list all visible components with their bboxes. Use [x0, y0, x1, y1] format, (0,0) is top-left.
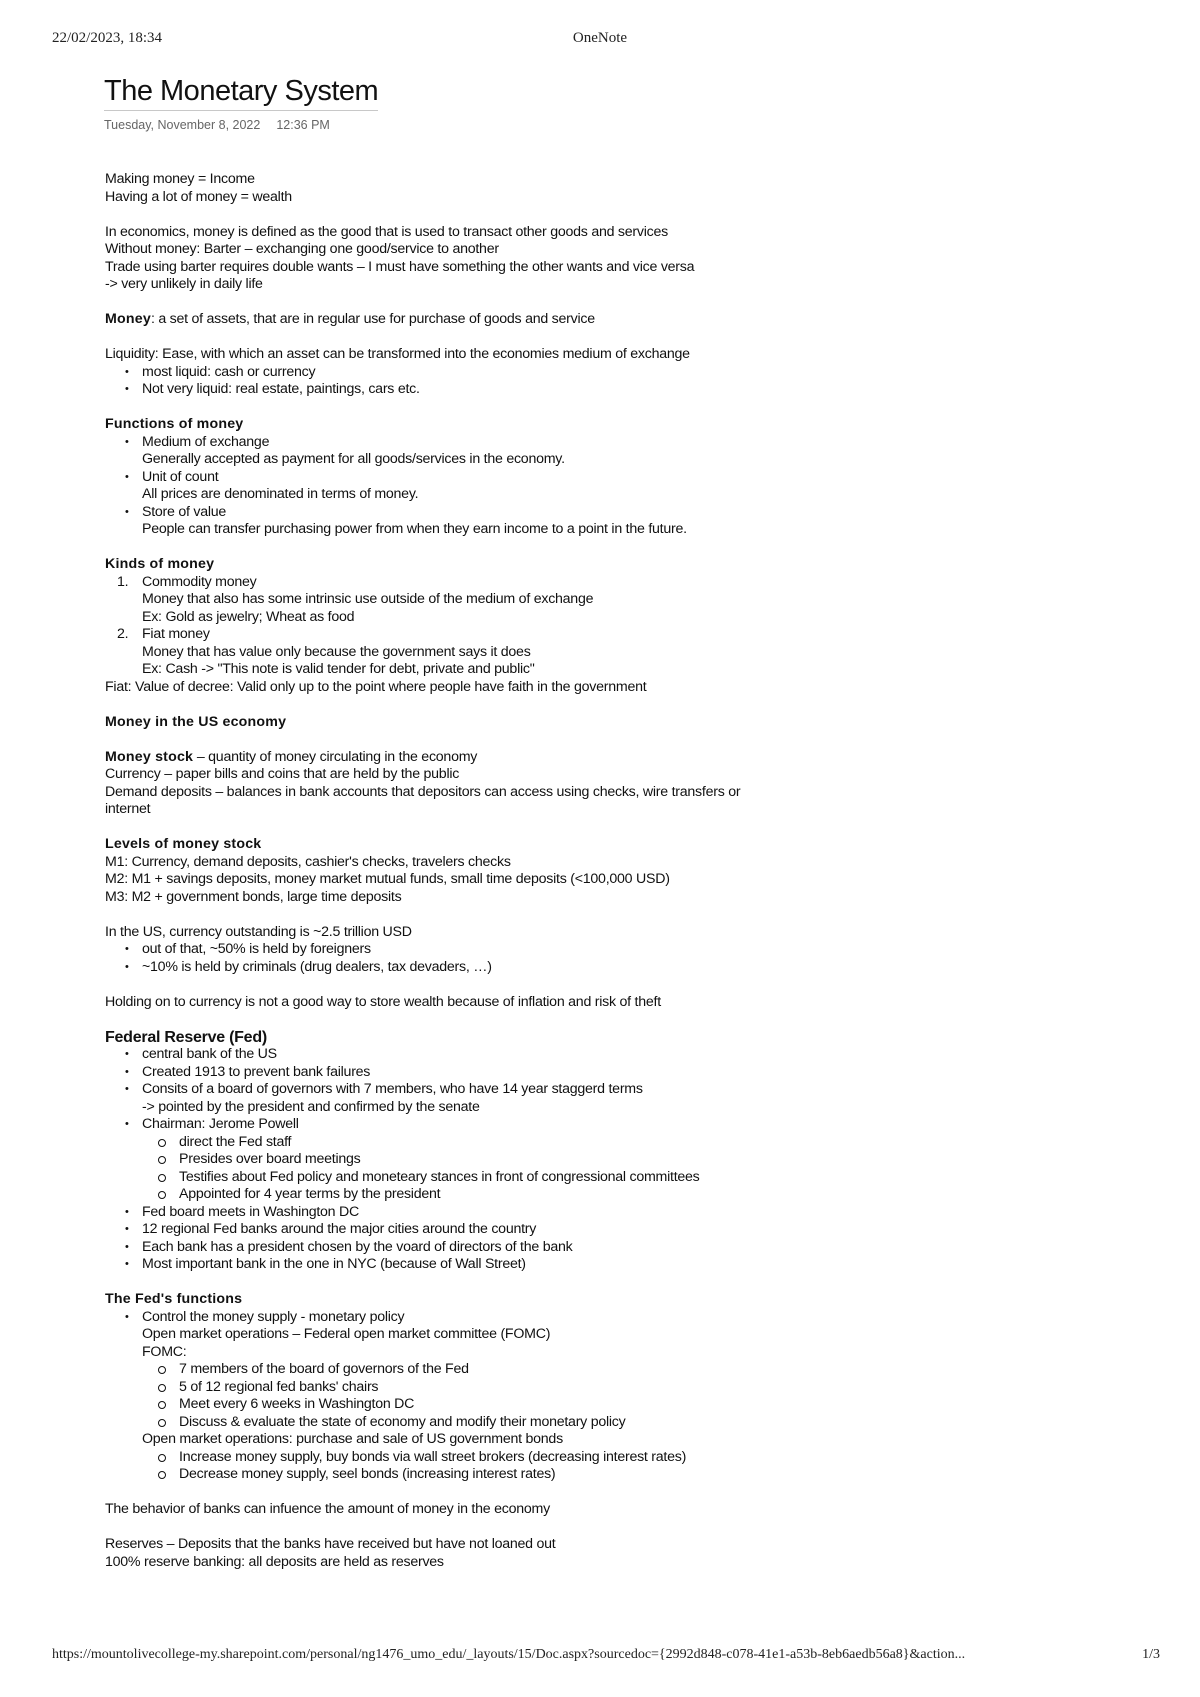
item-label: Commodity money — [142, 573, 257, 590]
item-text: Chairman: Jerome Powell — [142, 1116, 299, 1132]
sub-list-item: Meet every 6 weeks in Washington DC — [142, 1396, 745, 1414]
item-sub: -> pointed by the president and confirmed by the senate — [142, 1098, 480, 1115]
page-date: Tuesday, November 8, 2022 — [104, 118, 261, 132]
item-example: Ex: Gold as jewelry; Wheat as food — [142, 608, 355, 625]
item-label: Medium of exchange — [142, 433, 270, 450]
list-item: • Most important bank in the one in NYC (because of Wall Street) — [105, 1256, 745, 1274]
text-line: In economics, money is defined as the good that is used to transact other goods and services — [105, 223, 668, 240]
item-number: 2. — [117, 626, 129, 642]
item-sub: Open market operations: purchase and sale of US government bonds — [142, 1431, 563, 1447]
text-line: Without money: Barter – exchanging one good/service to another — [105, 241, 499, 257]
list-item: • 12 regional Fed banks around the major cities around the country — [105, 1221, 745, 1239]
sub-list-item: Appointed for 4 year terms by the president — [142, 1186, 745, 1204]
money-stock-line — [105, 749, 745, 767]
text-line: Demand deposits – balances in bank accounts that depositors can access using checks, wire transfers or internet — [105, 783, 741, 817]
sub-list-item: Decrease money supply, seel bonds (increasing interest rates) — [142, 1466, 745, 1484]
list-item: • out of that, ~50% is held by foreigners — [105, 941, 745, 959]
item-sub: Open market operations – Federal open market committee (FOMC) — [142, 1326, 551, 1342]
fed-heading: Federal Reserve (Fed) — [105, 1028, 267, 1046]
sub-list-item: Discuss & evaluate the state of economy and modify their monetary policy — [142, 1414, 745, 1432]
item-number: 1. — [117, 573, 129, 590]
page-time: 12:36 PM — [276, 118, 330, 132]
fiat-note: Fiat: Value of decree: Valid only up to the point where people have faith in the government — [105, 678, 647, 695]
functions-list — [105, 434, 745, 539]
print-datetime: 22/02/2023, 18:34 — [52, 30, 163, 46]
text-line: Currency – paper bills and coins that are held by the public — [105, 766, 460, 782]
fed-functions-heading: The Fed's functions — [105, 1291, 243, 1307]
list-item — [105, 574, 745, 627]
money-stock-text: – quantity of money circulating in the economy — [193, 748, 478, 765]
sub-list-item: Increase money supply, buy bonds via wall street brokers (decreasing interest rates) — [142, 1449, 745, 1467]
liquidity-text: Liquidity: Ease, with which an asset can be transformed into the economies medium of exchange — [105, 346, 690, 362]
liquidity-list — [105, 364, 745, 399]
list-item — [105, 434, 745, 469]
text-line: Reserves – Deposits that the banks have received but have not loaned out — [105, 1536, 556, 1552]
list-item — [105, 504, 745, 539]
list-item — [105, 1309, 745, 1484]
item-text: Consits of a board of governors with 7 members, who have 14 year staggerd terms — [142, 1081, 643, 1097]
fomc-sublist — [142, 1361, 745, 1431]
text-line: Making money = Income — [105, 171, 255, 187]
print-page-number: 1/3 — [1142, 1647, 1160, 1662]
money-definition — [105, 311, 745, 329]
item-text: Control the money supply - monetary policy — [142, 1308, 405, 1325]
item-desc: Generally accepted as payment for all goods/services in the economy. — [142, 451, 565, 467]
list-item — [105, 626, 745, 679]
us-economy-heading: Money in the US economy — [105, 713, 287, 730]
text-line: Having a lot of money = wealth — [105, 188, 292, 205]
item-desc: Money that has value only because the government says it does — [142, 643, 531, 660]
chairman-sublist — [142, 1134, 745, 1204]
functions-heading: Functions of money — [105, 416, 244, 432]
sub-list-item: Presides over board meetings — [142, 1151, 745, 1169]
item-label: Fiat money — [142, 626, 210, 642]
sub-list-item: 5 of 12 regional fed banks' chairs — [142, 1379, 745, 1397]
text-line: The behavior of banks can infuence the amount of money in the economy — [105, 1501, 550, 1517]
fed-functions-list — [105, 1309, 745, 1484]
kinds-heading: Kinds of money — [105, 556, 215, 572]
text-line: Trade using barter requires double wants – I must have something the other wants and vice versa — [105, 258, 695, 275]
list-item: • ~10% is held by criminals (drug dealers, tax devaders, …) — [105, 959, 745, 977]
item-desc: Money that also has some intrinsic use outside of the medium of exchange — [142, 591, 594, 607]
item-label: Store of value — [142, 503, 227, 520]
text-line: M1: Currency, demand deposits, cashier's checks, travelers checks — [105, 853, 511, 870]
text-line: M3: M2 + government bonds, large time deposits — [105, 888, 402, 905]
page-meta — [104, 118, 330, 132]
print-url: https://mountolivecollege-my.sharepoint.com/personal/ng1476_umo_edu/_layouts/15/Doc.aspx?sourcedoc={2992d848-c078-41e1-a53b-8eb6aedb56a8}&action... — [52, 1647, 966, 1662]
omo-sublist — [142, 1449, 745, 1484]
sub-list-item: direct the Fed staff — [142, 1134, 745, 1152]
list-item: • Not very liquid: real estate, paintings, cars etc. — [105, 381, 745, 399]
list-item: • central bank of the US — [105, 1046, 745, 1064]
currency-list — [105, 941, 745, 976]
money-stock-term: Money stock — [105, 748, 194, 765]
list-item: • Each bank has a president chosen by the voard of directors of the bank — [105, 1239, 745, 1257]
money-definition-text: : a set of assets, that are in regular use for purchase of goods and service — [150, 311, 595, 327]
list-item — [105, 1081, 745, 1116]
list-item — [105, 469, 745, 504]
text-line: In the US, currency outstanding is ~2.5 trillion USD — [105, 923, 412, 940]
kinds-list — [105, 574, 745, 679]
levels-heading: Levels of money stock — [105, 836, 262, 852]
item-sub: FOMC: — [142, 1343, 187, 1360]
text-line: 100% reserve banking: all deposits are held as reserves — [105, 1553, 444, 1570]
fed-list — [105, 1046, 745, 1274]
item-desc: All prices are denominated in terms of money. — [142, 486, 419, 502]
page-title: The Monetary System — [104, 75, 378, 111]
item-desc: People can transfer purchasing power from when they earn income to a point in the future. — [142, 521, 687, 537]
list-item: • Fed board meets in Washington DC — [105, 1204, 745, 1222]
sub-list-item: Testifies about Fed policy and moneteary stances in front of congressional committees — [142, 1169, 745, 1187]
item-example: Ex: Cash -> "This note is valid tender for debt, private and public" — [142, 661, 535, 677]
list-item — [105, 1116, 745, 1204]
print-app-name: OneNote — [572, 30, 628, 46]
text-line: M2: M1 + savings deposits, money market mutual funds, small time deposits (<100,000 USD) — [105, 871, 670, 887]
list-item: • most liquid: cash or currency — [105, 364, 745, 382]
text-line: -> very unlikely in daily life — [105, 276, 263, 292]
sub-list-item: 7 members of the board of governors of the Fed — [142, 1361, 745, 1379]
text-line: Holding on to currency is not a good way to store wealth because of inflation and risk of theft — [105, 993, 661, 1010]
money-term: Money — [105, 311, 151, 327]
list-item: • Created 1913 to prevent bank failures — [105, 1064, 745, 1082]
note-content — [105, 171, 745, 1571]
item-label: Unit of count — [142, 468, 219, 485]
